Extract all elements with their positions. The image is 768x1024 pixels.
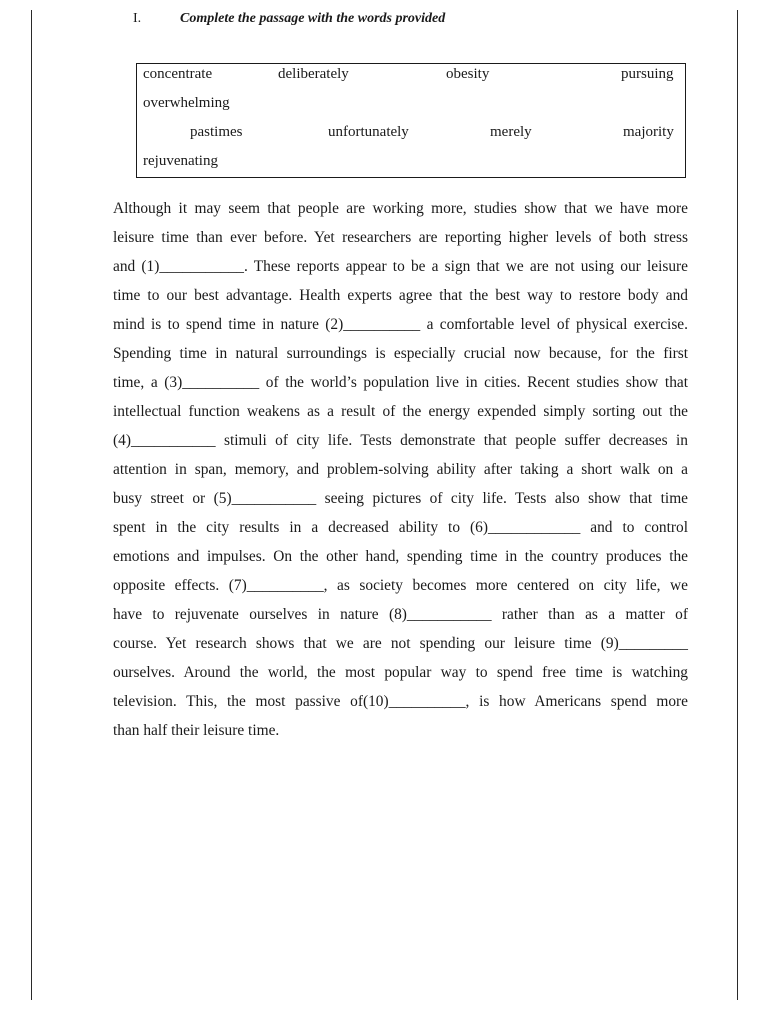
passage-line: television. This, the most passive of(10)__________, is how Americans spend more xyxy=(113,693,688,710)
passage-line: Spending time in natural surroundings is especially crucial now because, for the first xyxy=(113,345,688,362)
passage-line: busy street or (5)___________ seeing pictures of city life. Tests also show that time xyxy=(113,490,688,507)
word-box xyxy=(136,63,686,178)
passage-line: time, a (3)__________ of the world’s population live in cities. Recent studies show that xyxy=(113,374,688,391)
exercise-title: Complete the passage with the words provided xyxy=(180,11,446,26)
word-majority: majority xyxy=(623,124,674,140)
passage-line: have to rejuvenate ourselves in nature (8)___________ rather than as a matter of xyxy=(113,606,688,623)
passage-line: and (1)___________. These reports appear to be a sign that we are not using our leisure xyxy=(113,258,688,275)
word-overwhelming: overwhelming xyxy=(143,95,230,111)
passage-line: time to our best advantage. Health experts agree that the best way to restore body and xyxy=(113,287,688,304)
word-concentrate: concentrate xyxy=(143,66,213,82)
page-right-border xyxy=(737,10,738,1000)
passage-line: intellectual function weakens as a result of the energy expended simply sorting out the xyxy=(113,403,688,420)
passage-line: than half their leisure time. xyxy=(113,722,280,739)
passage-line: opposite effects. (7)__________, as society becomes more centered on city life, we xyxy=(113,577,688,594)
passage-line: leisure time than ever before. Yet researchers are reporting higher levels of both stress xyxy=(113,229,688,246)
page-left-border xyxy=(31,10,32,1000)
passage-line: emotions and impulses. On the other hand, spending time in the country produces the xyxy=(113,548,688,565)
passage-line: mind is to spend time in nature (2)__________ a comfortable level of physical exercise. xyxy=(113,316,688,333)
passage-line: attention in span, memory, and problem-solving ability after taking a short walk on a xyxy=(113,461,688,478)
passage-line: ourselves. Around the world, the most popular way to spend free time is watching xyxy=(113,664,688,681)
passage-line: spent in the city results in a decreased ability to (6)____________ and to control xyxy=(113,519,688,536)
passage-line: (4)___________ stimuli of city life. Tests demonstrate that people suffer decreases in xyxy=(113,432,688,449)
passage-line: course. Yet research shows that we are not spending our leisure time (9)_________ xyxy=(113,635,688,652)
word-merely: merely xyxy=(490,124,532,140)
word-pursuing: pursuing xyxy=(621,66,674,82)
word-obesity: obesity xyxy=(446,66,490,82)
passage xyxy=(113,195,688,746)
exercise-heading xyxy=(133,10,445,28)
word-pastimes: pastimes xyxy=(190,124,243,140)
word-deliberately: deliberately xyxy=(278,66,349,82)
word-unfortunately: unfortunately xyxy=(328,124,409,140)
exercise-number: I. xyxy=(133,11,142,26)
passage-line: Although it may seem that people are working more, studies show that we have more xyxy=(113,200,688,217)
word-rejuvenating: rejuvenating xyxy=(143,153,218,169)
